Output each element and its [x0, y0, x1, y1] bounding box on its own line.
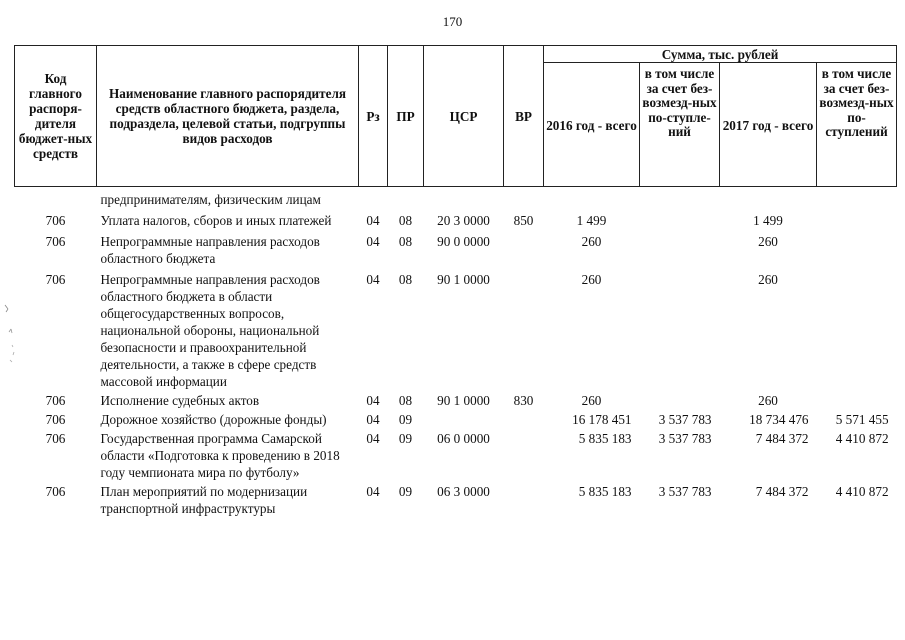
row-pr: 09 [398, 412, 413, 427]
header-name: Наименование главного распорядителя средств областного бюджета, раздела, подраздела, целевой статьи, подгруппы видов расходов [97, 46, 359, 187]
table-row [15, 390, 897, 409]
table-row [15, 187, 897, 209]
row-vr [504, 187, 544, 209]
row-vr: 850 [513, 213, 534, 228]
header-csr: ЦСР [424, 46, 504, 187]
row-code: 706 [45, 393, 66, 408]
row-sum-2017: 260 [758, 272, 778, 287]
row-sum-2016-free [640, 229, 720, 267]
row-sum-2017: 7 484 372 [755, 484, 809, 499]
row-pr: 08 [398, 213, 413, 228]
row-pr: 08 [398, 393, 413, 408]
budget-table [14, 45, 897, 517]
page-number: 170 [442, 14, 463, 29]
row-sum-2016: 260 [581, 234, 602, 249]
row-vr [504, 409, 544, 428]
row-sum-2017-free [817, 267, 897, 390]
row-sum-2016: 16 178 451 [572, 412, 632, 427]
row-sum-2017-free [817, 229, 897, 267]
row-pr: 08 [398, 234, 413, 249]
header-vr: ВР [504, 46, 544, 187]
row-sum-2016: 260 [581, 272, 602, 287]
row-rz: 04 [366, 213, 380, 228]
row-csr: 90 1 0000 [437, 393, 490, 408]
row-code: 706 [45, 484, 66, 499]
row-csr: 06 3 0000 [437, 484, 490, 499]
row-sum-2016: 5 835 183 [578, 431, 632, 446]
header-rz: Рз [359, 46, 388, 187]
row-name: Непрограммные направления расходов областного бюджета в области общегосударственных вопросов, национальной обороны, национальной безопасности и правоохранительной деятельности, а также в сфере средств массовой информации [100, 272, 320, 389]
row-name: Уплата налогов, сборов и иных платежей [100, 213, 332, 228]
row-pr: 08 [398, 272, 413, 287]
row-vr: 830 [513, 393, 534, 408]
row-sum-2016 [544, 187, 640, 209]
row-sum-2016-free: 3 537 783 [658, 431, 712, 446]
row-rz: 04 [366, 234, 380, 249]
table-row [15, 267, 897, 390]
header-2017-total: 2017 год - всего [720, 63, 817, 187]
row-sum-2017: 7 484 372 [755, 431, 809, 446]
row-vr [504, 481, 544, 517]
row-sum-2017-free: 4 410 872 [835, 431, 889, 446]
row-code: 706 [45, 431, 66, 446]
row-sum-2016-free [640, 267, 720, 390]
row-sum-2017: 260 [758, 393, 778, 408]
row-sum-2017 [720, 187, 817, 209]
row-sum-2016: 5 835 183 [578, 484, 632, 499]
row-sum-2016-free: 3 537 783 [658, 484, 712, 499]
row-csr [424, 409, 504, 428]
row-name: План мероприятий по модернизации транспортной инфраструктуры [100, 484, 308, 516]
row-pr: 09 [398, 484, 413, 499]
row-csr: 20 3 0000 [437, 213, 490, 228]
row-csr: 90 1 0000 [437, 272, 490, 287]
row-rz: 04 [366, 484, 380, 499]
row-sum-2017-free [817, 208, 897, 229]
row-sum-2016-free [640, 390, 720, 409]
row-sum-2016-free: 3 537 783 [658, 412, 712, 427]
row-csr: 06 0 0000 [437, 431, 490, 446]
row-rz: 04 [366, 393, 380, 408]
header-sum: Сумма, тыс. рублей [544, 46, 897, 63]
header-code: Код главного распоря-дителя бюджет-ных средств [15, 46, 97, 187]
row-code: 706 [45, 213, 66, 228]
row-sum-2016-free [640, 187, 720, 209]
table-row [15, 229, 897, 267]
table-row [15, 481, 897, 517]
table-row [15, 428, 897, 481]
row-sum-2016: 260 [581, 393, 602, 408]
row-rz: 04 [366, 412, 380, 427]
header-pr: ПР [388, 46, 424, 187]
row-vr [504, 229, 544, 267]
row-vr [504, 267, 544, 390]
row-pr: 09 [398, 431, 413, 446]
row-csr: 90 0 0000 [437, 234, 490, 249]
row-code: 706 [45, 412, 66, 427]
header-2017-free: в том числе за счет без-возмезд-ных по-ступлений [817, 63, 897, 187]
row-sum-2017: 1 499 [753, 213, 783, 228]
row-sum-2016-free [640, 208, 720, 229]
row-sum-2017-free: 5 571 455 [835, 412, 889, 427]
row-sum-2016: 1 499 [576, 213, 607, 228]
row-pr [388, 187, 424, 209]
table-row [15, 208, 897, 229]
row-code: 706 [45, 272, 66, 287]
row-name: Непрограммные направления расходов областного бюджета [100, 234, 320, 266]
table-row [15, 409, 897, 428]
row-csr [424, 187, 504, 209]
row-sum-2017-free [817, 187, 897, 209]
header-2016-free: в том числе за счет без-возмезд-ных по-ступле-ний [640, 63, 720, 187]
row-sum-2017: 260 [758, 234, 778, 249]
row-name: Исполнение судебных актов [100, 393, 260, 408]
row-vr [504, 428, 544, 481]
row-rz [359, 187, 388, 209]
row-code: 706 [45, 234, 66, 249]
header-2016-total: 2016 год - всего [544, 63, 640, 187]
row-rz: 04 [366, 431, 380, 446]
row-code [15, 187, 97, 209]
row-sum-2017-free [817, 390, 897, 409]
row-name: Дорожное хозяйство (дорожные фонды) [100, 412, 327, 427]
row-name: Государственная программа Самарской области «Подготовка к проведению в 2018 году чемпионата мира по футболу» [100, 431, 340, 480]
row-name: предпринимателям, физическим лицам [100, 192, 321, 207]
row-sum-2017: 18 734 476 [749, 412, 809, 427]
row-sum-2017-free: 4 410 872 [835, 484, 889, 499]
row-rz: 04 [366, 272, 380, 287]
